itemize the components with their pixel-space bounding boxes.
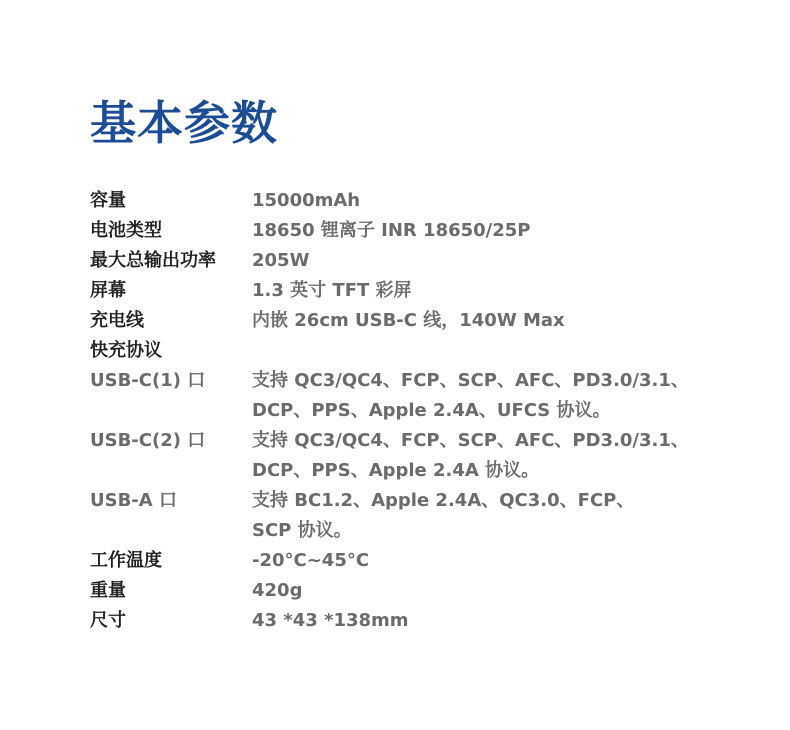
spec-value-line: 支持 QC3/QC4、FCP、SCP、AFC、PD3.0/3.1、 — [252, 370, 689, 391]
spec-row-dimensions — [90, 606, 730, 636]
spec-value-operating-temperature — [252, 546, 730, 576]
spec-value-weight — [252, 576, 730, 606]
spec-label-capacity: 容量 — [90, 190, 126, 211]
spec-value-line: 18650 锂离子 INR 18650/25P — [252, 220, 531, 241]
spec-value-line: 205W — [252, 250, 310, 271]
page-title: 基本参数 — [90, 96, 278, 150]
spec-row-weight — [90, 576, 730, 606]
spec-value-screen — [252, 276, 730, 306]
spec-label-screen: 屏幕 — [90, 280, 126, 301]
spec-value-line: 1.3 英寸 TFT 彩屏 — [252, 280, 412, 301]
spec-value-max-output — [252, 246, 730, 276]
spec-value-line: SCP 协议。 — [252, 520, 352, 541]
spec-value-line: 支持 QC3/QC4、FCP、SCP、AFC、PD3.0/3.1、 — [252, 430, 689, 451]
spec-value-cable — [252, 306, 730, 336]
spec-value-line: DCP、PPS、Apple 2.4A、UFCS 协议。 — [252, 400, 611, 421]
spec-label-battery-type: 电池类型 — [90, 220, 162, 241]
spec-row-usb-c2 — [90, 426, 730, 486]
spec-row-fast-charge — [90, 336, 730, 366]
spec-value-capacity — [252, 186, 730, 216]
spec-value-usb-c1 — [252, 366, 730, 426]
spec-row-capacity — [90, 186, 730, 216]
spec-value-line: 内嵌 26cm USB-C 线，140W Max — [252, 310, 565, 331]
spec-value-line: 420g — [252, 580, 303, 601]
spec-label-usb-c1: USB-C(1) 口 — [90, 370, 206, 391]
spec-row-max-output — [90, 246, 730, 276]
spec-row-usb-a — [90, 486, 730, 546]
spec-label-usb-a: USB-A 口 — [90, 490, 177, 511]
spec-value-usb-a — [252, 486, 730, 546]
spec-value-line: 支持 BC1.2、Apple 2.4A、QC3.0、FCP、 — [252, 490, 635, 511]
spec-value-line: DCP、PPS、Apple 2.4A 协议。 — [252, 460, 540, 481]
spec-value-line: 15000mAh — [252, 190, 361, 211]
spec-row-screen — [90, 276, 730, 306]
spec-value-line: -20°C~45°C — [252, 550, 370, 571]
spec-label-cable: 充电线 — [90, 310, 144, 331]
spec-row-operating-temperature — [90, 546, 730, 576]
spec-label-usb-c2: USB-C(2) 口 — [90, 430, 206, 451]
spec-row-usb-c1 — [90, 366, 730, 426]
spec-row-cable — [90, 306, 730, 336]
spec-value-battery-type — [252, 216, 730, 246]
spec-label-max-output: 最大总输出功率 — [90, 250, 216, 271]
spec-table — [90, 186, 730, 636]
spec-value-usb-c2 — [252, 426, 730, 486]
spec-label-fast-charge: 快充协议 — [90, 340, 162, 361]
spec-value-dimensions — [252, 606, 730, 636]
spec-label-operating-temperature: 工作温度 — [90, 550, 162, 571]
spec-value-line: 43 *43 *138mm — [252, 610, 409, 631]
spec-row-battery-type — [90, 216, 730, 246]
spec-label-dimensions: 尺寸 — [90, 610, 126, 631]
spec-label-weight: 重量 — [90, 580, 126, 601]
